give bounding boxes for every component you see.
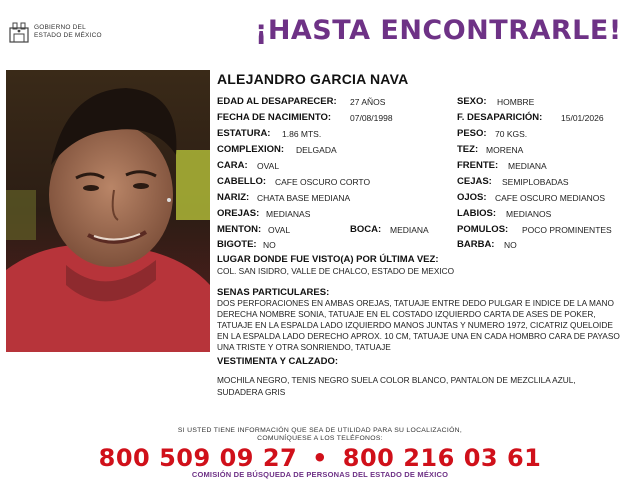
field-tez	[457, 144, 478, 155]
cabello-label: CABELLO:	[217, 176, 267, 187]
commission-name: COMISIÓN DE BÚSQUEDA DE PERSONAS DEL ESTADO DE MÉXICO	[191, 470, 449, 479]
government-logo	[8, 20, 118, 48]
last-seen-label: LUGAR DONDE FUE VISTO(A) POR ÚLTIMA VEZ:	[217, 254, 439, 265]
tez-value: MORENA	[486, 145, 524, 155]
orejas-value: MEDIANAS	[266, 209, 311, 219]
complexion-value: DELGADA	[296, 145, 337, 155]
pomulos-value: POCO PROMINENTES	[522, 225, 612, 235]
field-complexion	[217, 144, 284, 155]
logo-line-1: GOBIERNO DEL	[34, 24, 86, 31]
phone-separator: •	[312, 444, 328, 472]
bigote-value: NO	[263, 240, 276, 250]
field-labios	[457, 208, 496, 219]
orejas-label: OREJAS:	[217, 208, 260, 219]
person-name: ALEJANDRO GARCIA NAVA	[217, 71, 409, 87]
peso-value: 70 KGS.	[495, 129, 528, 139]
field-cejas	[457, 176, 492, 187]
field-orejas	[217, 208, 259, 219]
barba-value: NO	[504, 240, 517, 250]
headline: ¡HASTA ENCONTRARLE!	[255, 15, 622, 46]
field-ojos	[457, 192, 487, 203]
field-pomulos	[457, 224, 508, 235]
field-nacimiento	[217, 112, 331, 123]
last-seen-value: COL. SAN ISIDRO, VALLE DE CHALCO, ESTADO DE MEXICO	[217, 266, 455, 276]
field-frente	[457, 160, 498, 171]
desaparicion-value: 15/01/2026	[561, 113, 604, 123]
particulars-value: DOS PERFORACIONES EN AMBAS OREJAS, TATUAJE ENTRE DEDO PULGAR E INDICE DE LA MANO DERECHA NOMBRE SONIA, TATUAJE EN EL COSTADO IZQUIERDO CARTA DE ASES DE POKER, TATUAJE EN LA ESPALDA LADO IZQUIERDO MANOS JUNTAS Y NUMERO 1972, CICATRIZ QUELOIDE EN LA ESPALDA LADO DERECHO APROX. 10 CM, TATUAJE UNA EN CADA HOMBRO CARA DE PAYASO UNA TRISTE Y OTRA SONRIENDO, TATUAJE	[217, 298, 620, 352]
nariz-label: NARIZ:	[217, 192, 250, 203]
pomulos-label: POMULOS:	[457, 224, 509, 235]
cejas-label: CEJAS:	[457, 176, 492, 187]
phone-numbers	[0, 444, 640, 472]
field-sexo	[457, 96, 487, 107]
estatura-label: ESTATURA:	[217, 128, 271, 139]
clothing-value: MOCHILA NEGRO, TENIS NEGRO SUELA COLOR BLANCO, PANTALON DE MEZCLILA AZUL, SUDADERA GRIS	[217, 375, 576, 397]
estatura-value: 1.86 MTS.	[282, 129, 322, 139]
cara-label: CARA:	[217, 160, 248, 171]
desaparicion-label: F. DESAPARICIÓN:	[457, 112, 543, 123]
phone-1[interactable]: 800 509 09 27	[98, 444, 298, 472]
nacimiento-value: 07/08/1998	[350, 113, 393, 123]
sexo-value: HOMBRE	[497, 97, 535, 107]
menton-value: OVAL	[268, 225, 291, 235]
boca-value: MEDIANA	[390, 225, 429, 235]
field-barba	[457, 239, 494, 250]
bigote-label: BIGOTE:	[217, 239, 257, 250]
info-line-1: SI USTED TIENE INFORMACIÓN QUE SEA DE UTILIDAD PARA SU LOCALIZACIÓN,	[177, 427, 463, 434]
labios-value: MEDIANOS	[506, 209, 552, 219]
frente-value: MEDIANA	[508, 161, 547, 171]
edad-label: EDAD AL DESAPARECER:	[217, 96, 337, 107]
info-line-2: COMUNÍQUESE A LOS TELÉFONOS:	[257, 435, 383, 442]
tez-label: TEZ:	[457, 144, 479, 155]
sexo-label: SEXO:	[457, 96, 487, 107]
field-peso	[457, 128, 487, 139]
field-menton	[217, 224, 261, 235]
person-photo	[6, 70, 210, 352]
barba-label: BARBA:	[457, 239, 495, 250]
cejas-value: SEMIPLOBADAS	[502, 177, 569, 187]
field-cabello	[217, 176, 266, 187]
complexion-label: COMPLEXION:	[217, 144, 285, 155]
particulars-label: SENAS PARTICULARES:	[217, 287, 330, 298]
nacimiento-label: FECHA DE NACIMIENTO:	[217, 112, 331, 123]
field-estatura	[217, 128, 270, 139]
cabello-value: CAFE OSCURO CORTO	[275, 177, 371, 187]
peso-label: PESO:	[457, 128, 487, 139]
labios-label: LABIOS:	[457, 208, 497, 219]
boca-label: BOCA:	[350, 224, 382, 235]
coat-of-arms-icon	[8, 20, 30, 44]
clothing-label: VESTIMENTA Y CALZADO:	[217, 356, 342, 367]
logo-line-2: ESTADO DE MÉXICO	[34, 32, 102, 39]
ojos-label: OJOS:	[457, 192, 487, 203]
field-edad	[217, 96, 337, 107]
frente-label: FRENTE:	[457, 160, 499, 171]
field-boca	[350, 224, 381, 235]
edad-value: 27 AÑOS	[350, 97, 386, 107]
field-nariz	[217, 192, 249, 203]
nariz-value: CHATA BASE MEDIANA	[257, 193, 351, 203]
field-cara	[217, 160, 248, 171]
menton-label: MENTON:	[217, 224, 262, 235]
logo-text	[34, 24, 102, 40]
ojos-value: CAFE OSCURO MEDIANOS	[495, 193, 606, 203]
phone-2[interactable]: 800 216 03 61	[342, 444, 542, 472]
field-desaparicion	[457, 112, 542, 123]
cara-value: OVAL	[257, 161, 280, 171]
field-bigote	[217, 239, 257, 250]
